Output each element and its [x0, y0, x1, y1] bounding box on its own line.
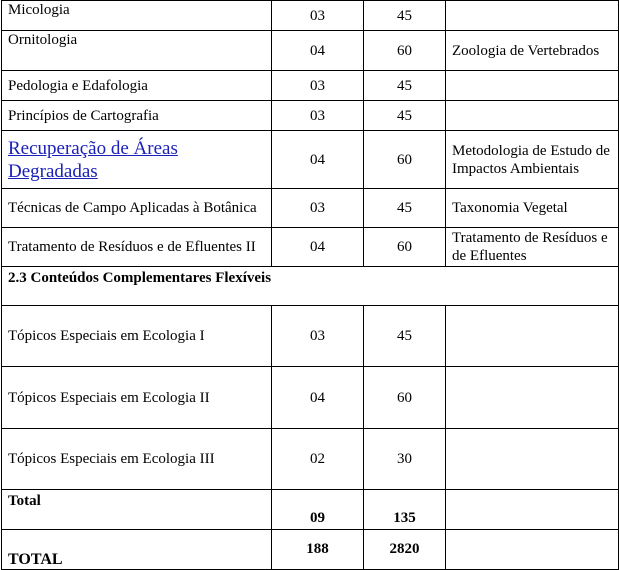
hours: 45	[364, 101, 446, 131]
prerequisite	[446, 1, 619, 31]
course-name: Tópicos Especiais em Ecologia I	[2, 306, 272, 367]
course-name: Pedologia e Edafologia	[2, 71, 272, 101]
table-row	[2, 1, 619, 31]
credits: 03	[272, 189, 364, 228]
credits: 03	[272, 101, 364, 131]
table-row	[2, 228, 619, 267]
prerequisite: Tratamento de Resíduos e de Efluentes	[446, 228, 619, 267]
credits: 04	[272, 31, 364, 71]
total-hours: 135	[364, 490, 446, 530]
curriculum-table	[1, 0, 619, 570]
hours: 60	[364, 31, 446, 71]
table-row	[2, 189, 619, 228]
prerequisite	[446, 367, 619, 429]
total-label: Total	[2, 490, 272, 530]
credits: 03	[272, 71, 364, 101]
table-row	[2, 131, 619, 189]
hours: 30	[364, 429, 446, 490]
hours: 45	[364, 71, 446, 101]
course-link[interactable]: Recuperação de Áreas Degradadas	[8, 137, 178, 182]
grand-total-hours: 2820	[364, 530, 446, 570]
prerequisite: Taxonomia Vegetal	[446, 189, 619, 228]
table-row	[2, 429, 619, 490]
grand-total-row	[2, 530, 619, 570]
course-name: Tópicos Especiais em Ecologia III	[2, 429, 272, 490]
course-name-cell	[2, 131, 272, 189]
prerequisite: Zoologia de Vertebrados	[446, 31, 619, 71]
credits: 04	[272, 367, 364, 429]
prerequisite	[446, 306, 619, 367]
course-name: Ornitologia	[2, 31, 272, 71]
prerequisite	[446, 429, 619, 490]
table-row	[2, 71, 619, 101]
table-row	[2, 101, 619, 131]
table-row	[2, 367, 619, 429]
credits: 02	[272, 429, 364, 490]
total-row	[2, 490, 619, 530]
grand-total-credits: 188	[272, 530, 364, 570]
credits: 04	[272, 228, 364, 267]
hours: 45	[364, 1, 446, 31]
course-name: Micologia	[2, 1, 272, 31]
section-title: 2.3 Conteúdos Complementares Flexíveis	[2, 267, 619, 306]
total-empty	[446, 490, 619, 530]
credits: 04	[272, 131, 364, 189]
hours: 60	[364, 367, 446, 429]
table-row	[2, 306, 619, 367]
table-row	[2, 31, 619, 71]
credits: 03	[272, 1, 364, 31]
hours: 45	[364, 189, 446, 228]
course-name: Tópicos Especiais em Ecologia II	[2, 367, 272, 429]
course-name: Princípios de Cartografia	[2, 101, 272, 131]
grand-total-empty	[446, 530, 619, 570]
course-name: Tratamento de Resíduos e de Efluentes II	[2, 228, 272, 267]
hours: 45	[364, 306, 446, 367]
hours: 60	[364, 131, 446, 189]
credits: 03	[272, 306, 364, 367]
course-name: Técnicas de Campo Aplicadas à Botânica	[2, 189, 272, 228]
prerequisite	[446, 101, 619, 131]
prerequisite: Metodologia de Estudo de Impactos Ambientais	[446, 131, 619, 189]
section-row	[2, 267, 619, 306]
hours: 60	[364, 228, 446, 267]
total-credits: 09	[272, 490, 364, 530]
grand-total-label: TOTAL	[2, 530, 272, 570]
prerequisite	[446, 71, 619, 101]
